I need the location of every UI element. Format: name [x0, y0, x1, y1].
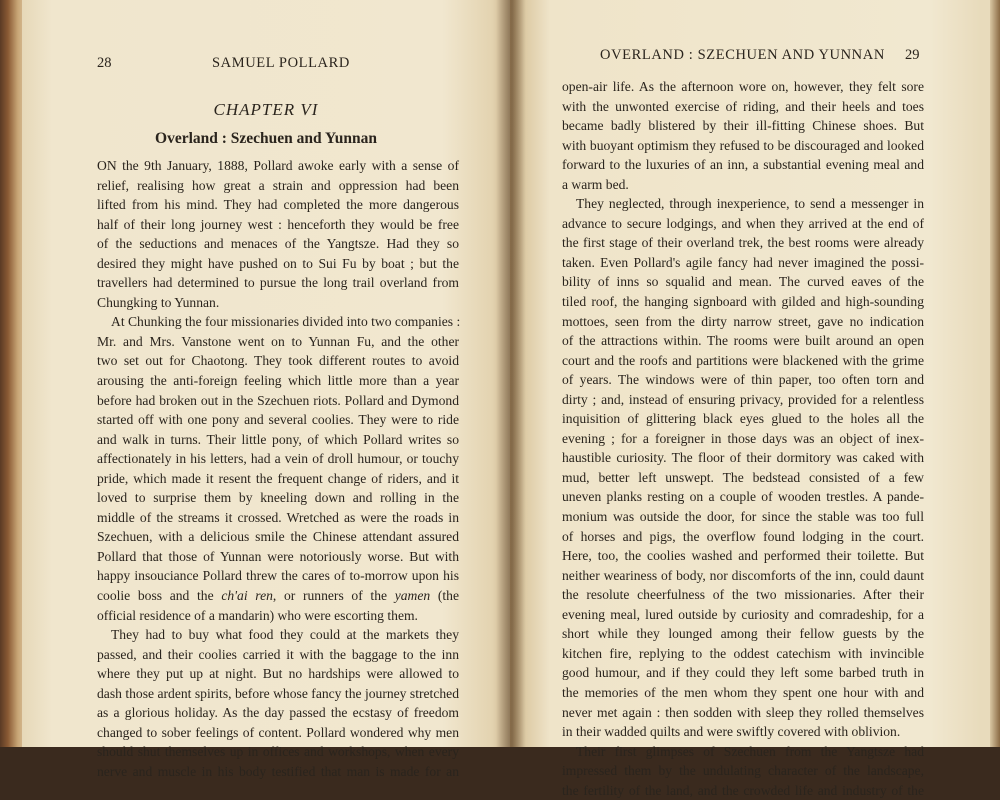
text-line: of horses and pigs, the overflow found lodging in the court.: [562, 528, 924, 544]
text-line: happy insouciance Pollard threw the cares of to-morrow upon his: [97, 568, 459, 584]
text-line: ON the 9th January, 1888, Pollard awoke early with a sense of: [97, 158, 459, 173]
text-line: official residence of a mandarin) who were escorting them.: [97, 607, 418, 623]
text-line: uneven planks resting on a couple of wooden trestles. A pande-: [562, 489, 924, 505]
text-line: two set out for Chaotong. They took different routes to avoid: [97, 353, 459, 369]
text-line: inquisition of glittering black eyes glued to the holes all the: [562, 411, 924, 427]
text-line: dirty ; and, instead of ensuring privacy, provided for a relentless: [562, 391, 924, 407]
text-line: advance to secure lodgings, and when they arrived at the end of: [562, 215, 924, 231]
text-line: At Chunking the four missionaries divided into two companies :: [111, 314, 461, 330]
text-line: Their first glimpses of Szechuen from the Yangtsze had: [576, 743, 924, 759]
text-line: affectionately in his letters, had a vein of droll humour, or touchy: [97, 451, 459, 467]
text-line: middle of the streams it crossed. Wretched as were the roads in: [97, 509, 459, 525]
text-line: Pollard that those of Yunnan were notoriously worse. But with: [97, 548, 459, 564]
text-line: with buoyant optimism they refused to be discouraged and looked: [562, 137, 924, 153]
text-line: a warm bed.: [562, 176, 629, 192]
text-line: good humour, and if they could they left some barbed truth in: [562, 665, 924, 681]
text-line: changed to sober feelings of content. Pollard wondered why men: [97, 724, 459, 740]
text-line: the resolute cheerfulness of the two missionaries. After their: [562, 587, 924, 603]
text-line: relief, realising how great a strain and oppression had been: [97, 177, 459, 193]
text-line: of the seductions and menaces of the Yangtsze. Had they so: [97, 236, 459, 252]
text-line: lifted from his mind. They had completed the more dangerous: [97, 197, 459, 213]
text-line: before had broken out in the Szechuen riots. Pollard and Dymond: [97, 392, 459, 408]
text-line: nerve and muscle in his body testified that man is made for an: [97, 763, 459, 779]
text-line: should shut themselves up in offices and workshops, when every: [97, 744, 459, 760]
page-edge: [990, 0, 1000, 747]
text-line: became badly blistered by their ill-fitting Chinese shoes. But: [562, 118, 924, 134]
text-line: They had to buy what food they could at the markets they: [111, 627, 459, 643]
right-page-number: 29: [905, 47, 920, 63]
text-line: Chungking to Yunnan.: [97, 294, 220, 310]
text-line: and walk in turns. Their little pony, of which Pollard writes so: [97, 431, 459, 447]
text-line: kitchen fire, replying to the oddest catechism with invincible: [562, 645, 924, 661]
text-line: never met again : then sodden with sleep they rolled themselves: [562, 704, 924, 720]
text-line: passed, and their coolies carried it with the baggage to the inn: [97, 646, 459, 662]
text-line: forward to the luxuries of an inn, a substantial evening meal and: [562, 157, 924, 173]
text-line: Szechuen, with a delicious smile the Chinese attendant assured: [97, 529, 459, 545]
text-line: Mr. and Mrs. Vanstone went on to Yunnan Fu, and the other: [97, 333, 459, 349]
text-line: as a glorious holiday. As the day passed the ecstasy of freedom: [97, 705, 459, 721]
text-line: with the unwonted exercise of riding, and their heels and toes: [562, 98, 924, 114]
text-line: mottoes, seen from the dirty narrow street, gave no indication: [562, 313, 924, 329]
text-line: desired they might have pushed on to Sui Fu by boat ; but the: [97, 255, 459, 271]
text-line: bility of inns so squalid and mean. The curved eaves of the: [562, 274, 924, 290]
right-running-head: OVERLAND : SZECHUEN AND YUNNAN: [600, 47, 885, 63]
text-line: evening ; for a foreigner in those days was an object of inex-: [562, 430, 924, 446]
text-line: haustible curiosity. The floor of their dormitory was caked with: [562, 450, 924, 466]
text-line: neither weariness of body, nor discomforts of the inn, could daunt: [562, 567, 924, 583]
text-line: open-air life. As the afternoon wore on, however, they felt sore: [562, 79, 924, 94]
text-line: the fertility of the land, and the crowded life and industry of the: [562, 782, 924, 798]
text-line: the memories of the men whom they spent one hour with and: [562, 684, 924, 700]
text-line: travellers had determined to pursue the long trail overland from: [97, 275, 459, 291]
left-running-head: SAMUEL POLLARD: [212, 55, 350, 71]
text-line: impressed them by the undulating character of the landscape,: [562, 763, 924, 779]
text-line: taken. Even Pollard's agile fancy had never imagined the possi-: [562, 254, 924, 270]
text-line: short while they lounged among their fellow guests by the: [562, 626, 924, 642]
text-line: They neglected, through inexperience, to send a messenger in: [576, 196, 924, 212]
text-line: the first stage of their overland trek, the best rooms were already: [562, 235, 924, 251]
text-line: where they put up at night. But no hardships were allowed to: [97, 666, 459, 682]
text-line: half of their long journey west : henceforth they would be free: [97, 216, 459, 232]
text-line: loved to surprise them by kneeling down and rolling in the: [97, 490, 459, 506]
text-line: pride, which made it resent the frequent change of riders, and it: [97, 470, 459, 486]
text-line: in their wadded quilts and were swiftly covered with oblivion.: [562, 724, 901, 740]
right-body-text: [562, 77, 924, 800]
text-line: dash those ardent spirits, before whose fancy the journey stretched: [97, 685, 459, 701]
text-line: of the attractions within. The rooms were built around an open: [562, 333, 924, 349]
text-line: Here, too, the coolies washed and performed their toilette. But: [562, 548, 924, 564]
text-line: of years. The windows were of thin paper, too often torn and: [562, 372, 924, 388]
text-line: court and the roofs and partitions were blackened with the grime: [562, 352, 924, 368]
text-line: tiled roof, the hanging signboard with gilded and high-sounding: [562, 294, 924, 310]
text-line: monium was outside the door, for since the stable was too full: [562, 509, 924, 525]
text-line: evening meal, lured outside by curiosity and comradeship, for a: [562, 606, 924, 622]
text-line: coolie boss and the ch'ai ren, or runners of the yamen (the: [97, 588, 459, 604]
chapter-title: Overland : Szechuen and Yunnan: [155, 130, 377, 147]
left-page-number: 28: [97, 55, 112, 71]
left-body-text: [97, 156, 459, 782]
text-line: mud, better left unswept. The bedstead consisted of a few: [562, 469, 924, 485]
chapter-heading: CHAPTER VI: [213, 100, 319, 119]
text-line: arousing the anti-foreign feeling which little more than a year: [97, 373, 459, 389]
text-line: started off with one pony and several coolies. They were to ride: [97, 412, 459, 428]
